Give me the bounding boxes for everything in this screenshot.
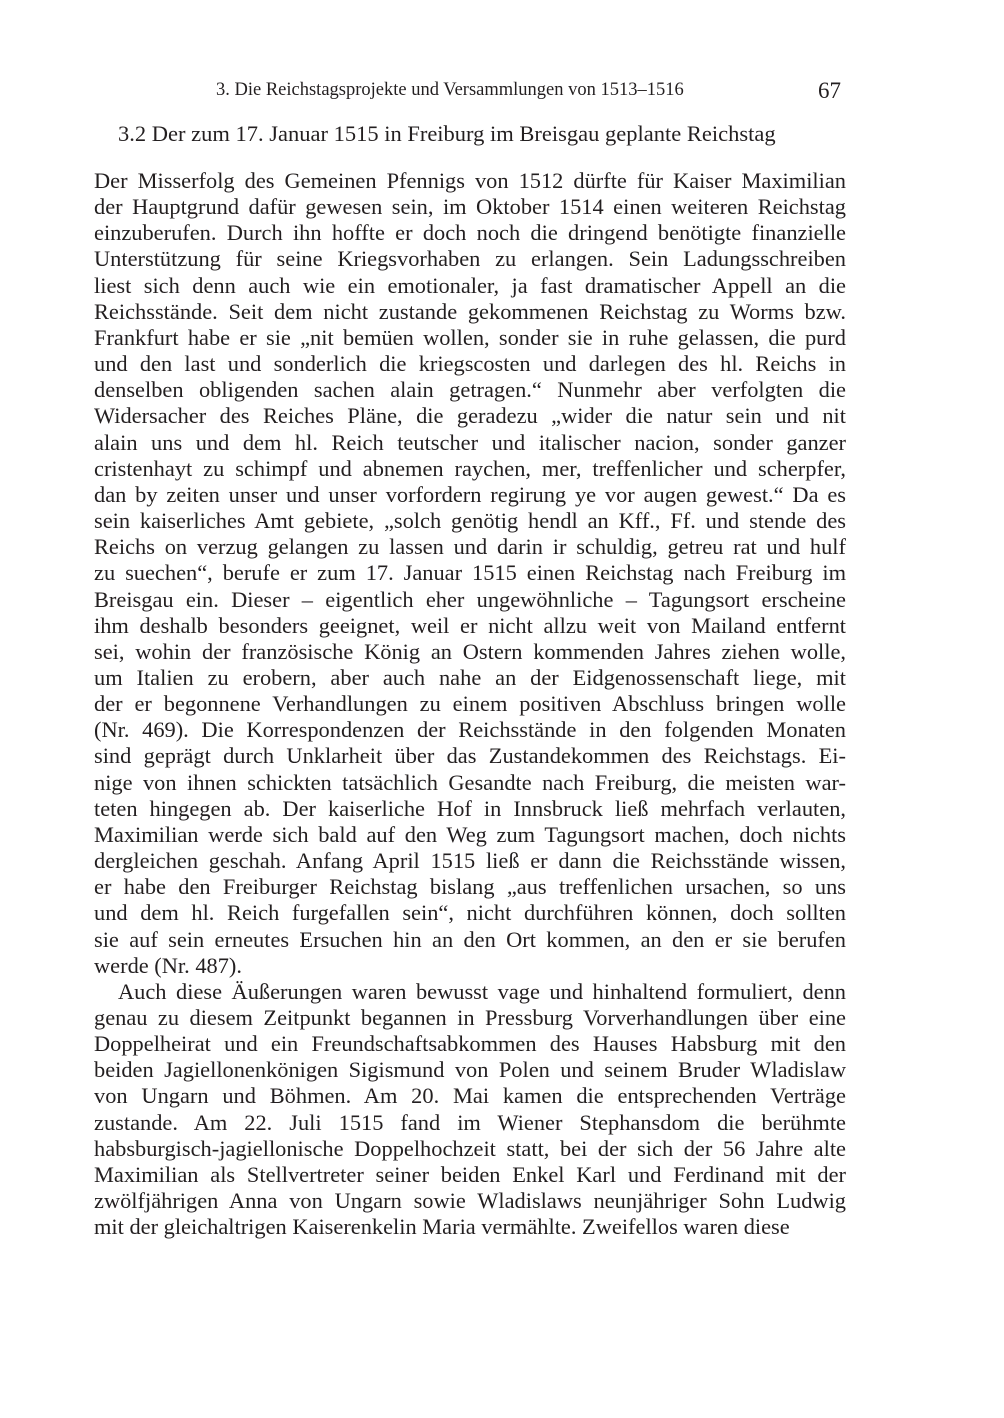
text-line: liest sich denn auch wie ein emotionaler, ja fast dramatischer Appell an die bbox=[94, 272, 846, 298]
text-line: teten hingegen ab. Der kaiserliche Hof in Innsbruck ließ mehrfach verlauten, bbox=[94, 795, 846, 821]
text-line: nige von ihnen schickten tatsächlich Gesandte nach Freiburg, die meisten war- bbox=[94, 769, 846, 795]
text-line: Doppelheirat und ein Freundschaftsabkommen des Hauses Habsburg mit den bbox=[94, 1031, 846, 1057]
text-line: Widersacher des Reiches Pläne, die geradezu „wider die natur sein und nit bbox=[94, 403, 846, 429]
text-line: genau zu diesem Zeitpunkt begannen in Pressburg Vorverhandlungen über eine bbox=[94, 1005, 846, 1030]
text-line: Reichs on verzug gelangen zu lassen und darin ir schuldig, getreu rat und hulf bbox=[94, 534, 846, 560]
text-line: Auch diese Äußerungen waren bewusst vage und hinhaltend formuliert, denn bbox=[118, 978, 846, 1004]
text-line: von Ungarn und Böhmen. Am 20. Mai kamen die entsprechenden Verträge bbox=[94, 1083, 846, 1109]
page-number: 67 bbox=[818, 78, 841, 103]
text-line: habsburgisch-jagiellonische Doppelhochzeit statt, bei der sich der 56 Jahre alte bbox=[94, 1135, 846, 1161]
section-heading: 3.2 Der zum 17. Januar 1515 in Freiburg im Breisgau geplante Reichstag bbox=[118, 121, 776, 146]
text-line: Der Misserfolg des Gemeinen Pfennigs von 1512 dürfte für Kaiser Maximilian bbox=[94, 168, 846, 193]
text-line: werde (Nr. 487). bbox=[94, 952, 242, 978]
running-head: 3. Die Reichstagsprojekte und Versammlungen von 1513–1516 bbox=[216, 80, 684, 100]
body-text bbox=[94, 168, 846, 1240]
text-line: der Hauptgrund dafür gewesen sein, im Oktober 1514 einen weiteren Reichstag bbox=[94, 194, 846, 220]
text-line: sie auf sein erneutes Ersuchen hin an den Ort kommen, an den er sie berufen bbox=[94, 926, 846, 952]
text-line: dan by zeiten unser und unser vorfordern regirung ye vor augen gewest.“ Da es bbox=[94, 481, 846, 507]
text-line: cristenhayt zu schimpf und abnemen raychen, mer, treffenlicher und scherpfer, bbox=[94, 455, 846, 481]
text-line: und den last und sonderlich die kriegscosten und darlegen des hl. Reichs in bbox=[94, 351, 846, 377]
text-line: Maximilian als Stellvertreter seiner beiden Enkel Karl und Ferdinand mit der bbox=[94, 1161, 846, 1187]
text-line: ihm deshalb besonders geeignet, weil er nicht allzu weit von Mailand entfernt bbox=[94, 612, 846, 638]
text-line: beiden Jagiellonenkönigen Sigismund von Polen und seinem Bruder Wladislaw bbox=[94, 1057, 846, 1083]
text-line: Frankfurt habe er sie „nit bemüen wollen, sonder sie in ruhe gelassen, die purd bbox=[94, 324, 846, 350]
text-line: um Italien zu erobern, aber auch nahe an der Eidgenossenschaft liege, mit bbox=[94, 664, 846, 690]
text-line: sein kaiserliches Amt gebiete, „solch genötig hendl an Kff., Ff. und stende des bbox=[94, 508, 846, 534]
text-line: zwölfjährigen Anna von Ungarn sowie Wladislaws neunjähriger Sohn Ludwig bbox=[94, 1188, 846, 1214]
text-line: dergleichen geschah. Anfang April 1515 ließ er dann die Reichsstände wissen, bbox=[94, 848, 846, 874]
text-line: der er begonnene Verhandlungen zu einem positiven Abschluss bringen wolle bbox=[94, 691, 846, 717]
text-line: sind geprägt durch Unklarheit über das Zustandekommen des Reichstags. Ei- bbox=[94, 743, 846, 769]
text-line: zustande. Am 22. Juli 1515 fand im Wiener Stephansdom die berühmte bbox=[94, 1109, 846, 1135]
text-line: er habe den Freiburger Reichstag bislang „aus treffenlichen ursachen, so uns bbox=[94, 874, 846, 900]
text-line: und dem hl. Reich furgefallen sein“, nicht durchführen können, doch sollten bbox=[94, 900, 846, 926]
text-line: sei, wohin der französische König an Ostern kommenden Jahres ziehen wolle, bbox=[94, 638, 846, 664]
text-line: Reichsstände. Seit dem nicht zustande gekommenen Reichstag zu Worms bzw. bbox=[94, 298, 846, 324]
text-line: mit der gleichaltrigen Kaiserenkelin Maria vermählte. Zweifellos waren diese bbox=[94, 1214, 790, 1240]
text-line: Breisgau ein. Dieser – eigentlich eher ungewöhnliche – Tagungsort erscheine bbox=[94, 586, 846, 612]
text-line: denselben obligenden sachen alain getragen.“ Nunmehr aber verfolgten die bbox=[94, 377, 846, 403]
text-line: Maximilian werde sich bald auf den Weg zum Tagungsort machen, doch nichts bbox=[94, 821, 846, 847]
text-line: einzuberufen. Durch ihn hoffte er doch noch die dringend benötigte finanzielle bbox=[94, 220, 846, 246]
text-line: Unterstützung für seine Kriegsvorhaben zu erlangen. Sein Ladungsschreiben bbox=[94, 246, 846, 272]
text-line: zu suechen“, berufe er zum 17. Januar 1515 einen Reichstag nach Freiburg im bbox=[94, 560, 846, 586]
text-line: alain uns und dem hl. Reich teutscher und italischer nacion, sonder ganzer bbox=[94, 429, 846, 455]
text-line: (Nr. 469). Die Korrespondenzen der Reichsstände in den folgenden Monaten bbox=[94, 717, 846, 743]
